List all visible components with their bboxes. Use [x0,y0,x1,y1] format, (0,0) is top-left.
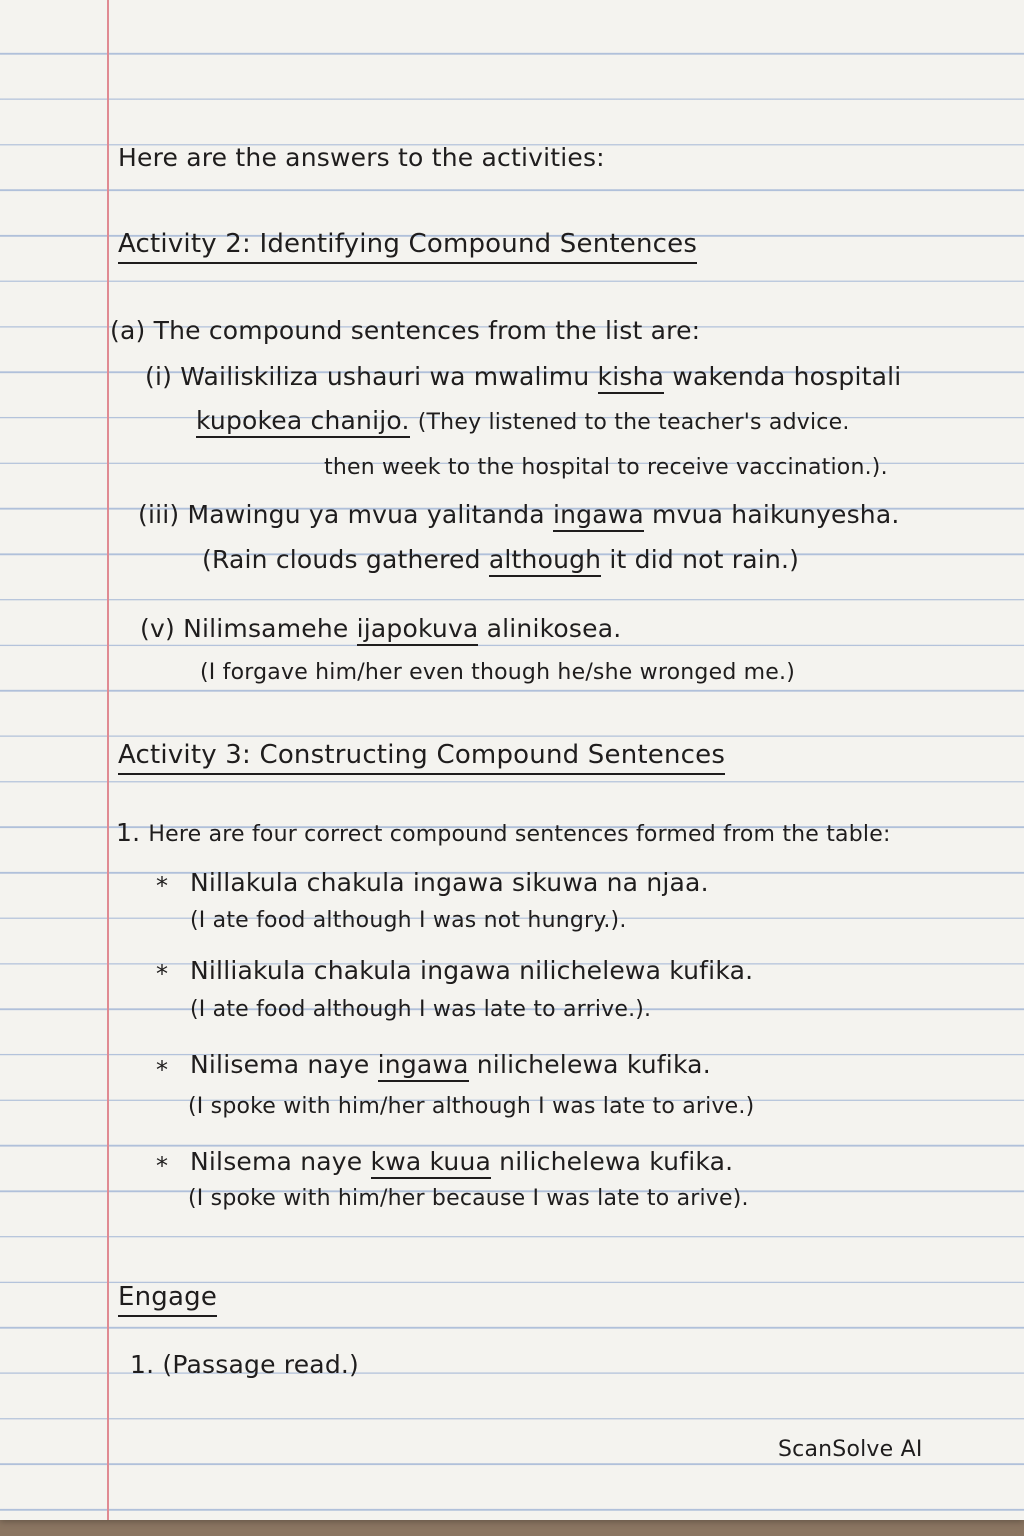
translation-end: it did not rain.) [601,545,800,574]
activity3-bullet-3-translation: (I spoke with him/her although I was late to arive.) [188,1094,755,1119]
sentence-start: Nilisema naye [190,1050,378,1079]
activity3-heading-text: Activity 3: Constructing Compound Sentences [118,740,725,775]
part-label: (a) [110,316,146,345]
conjunction: kisha [598,362,665,394]
activity2-part-a [110,316,700,345]
part-text: The compound sentences from the list are: [153,316,701,345]
translation-conjunction: although [489,545,601,577]
bullet-star-icon: * [156,960,168,988]
translation-line-2: then week to the hospital to receive vaccination.). [324,455,888,480]
bullet-star-icon: * [156,1056,168,1084]
list-number: 1. [116,818,141,847]
bullet-star-icon: * [156,872,168,900]
activity2-item-i [145,362,901,391]
activity3-bullet-1: Nillakula chakula ingawa sikuwa na njaa. [190,868,709,897]
item-sentence-end: wakenda hospitali [664,362,902,391]
sentence-end: nilichelewa kufika. [491,1147,734,1176]
activity2-heading [118,229,697,259]
conjunction: ingawa [378,1050,469,1082]
margin-line [107,0,109,1520]
activity2-item-i-continuation [196,406,850,435]
translation-line-1: (They listened to the teacher's advice. [417,410,850,435]
item-sentence-start: Wailiskiliza ushauri wa mwalimu [180,362,598,391]
activity3-bullet-3 [190,1050,711,1079]
conjunction: ijapokuva [357,614,479,646]
engage-item: 1. (Passage read.) [130,1350,359,1379]
sentence-end: nilichelewa kufika. [468,1050,711,1079]
translation-start: (Rain clouds gathered [202,545,489,574]
activity2-item-iii-translation [202,545,799,574]
sentence-start: Nilsema naye [190,1147,371,1176]
activity3-bullet-4 [190,1147,733,1176]
activity2-item-v-translation: (I forgave him/her even though he/she wronged me.) [200,660,796,685]
item-sentence-start: Nilimsamehe [183,614,357,643]
activity2-item-v [140,614,621,643]
activity2-item-iii [138,500,900,529]
item-sentence-end: alinikosea. [478,614,622,643]
brand-watermark: ScanSolve AI [778,1437,923,1462]
underlined-phrase: kupokea chanijo. [196,406,410,438]
engage-heading-text: Engage [118,1282,217,1317]
item-label: (v) [140,614,175,643]
conjunction: kwa kuua [371,1147,492,1179]
activity3-bullet-1-translation: (I ate food although I was not hungry.). [190,908,627,933]
activity3-bullet-2: Nilliakula chakula ingawa nilichelewa kufika. [190,956,754,985]
item-sentence-end: mvua haikunyesha. [643,500,900,529]
activity3-heading [118,740,725,770]
activity3-bullet-2-translation: (I ate food although I was late to arrive.). [190,997,652,1022]
activity3-intro-text: Here are four correct compound sentences formed from the table: [148,822,891,847]
item-label: (i) [145,362,173,391]
intro-text: Here are the answers to the activities: [118,143,605,172]
conjunction: ingawa [553,500,644,532]
item-sentence-start: Mawingu ya mvua yalitanda [187,500,553,529]
bullet-star-icon: * [156,1152,168,1180]
activity3-bullet-4-translation: (I spoke with him/her because I was late to arive). [188,1186,749,1211]
activity2-heading-text: Activity 2: Identifying Compound Sentences [118,229,697,264]
item-label: (iii) [138,500,180,529]
engage-heading [118,1282,217,1312]
activity3-intro [116,818,891,847]
